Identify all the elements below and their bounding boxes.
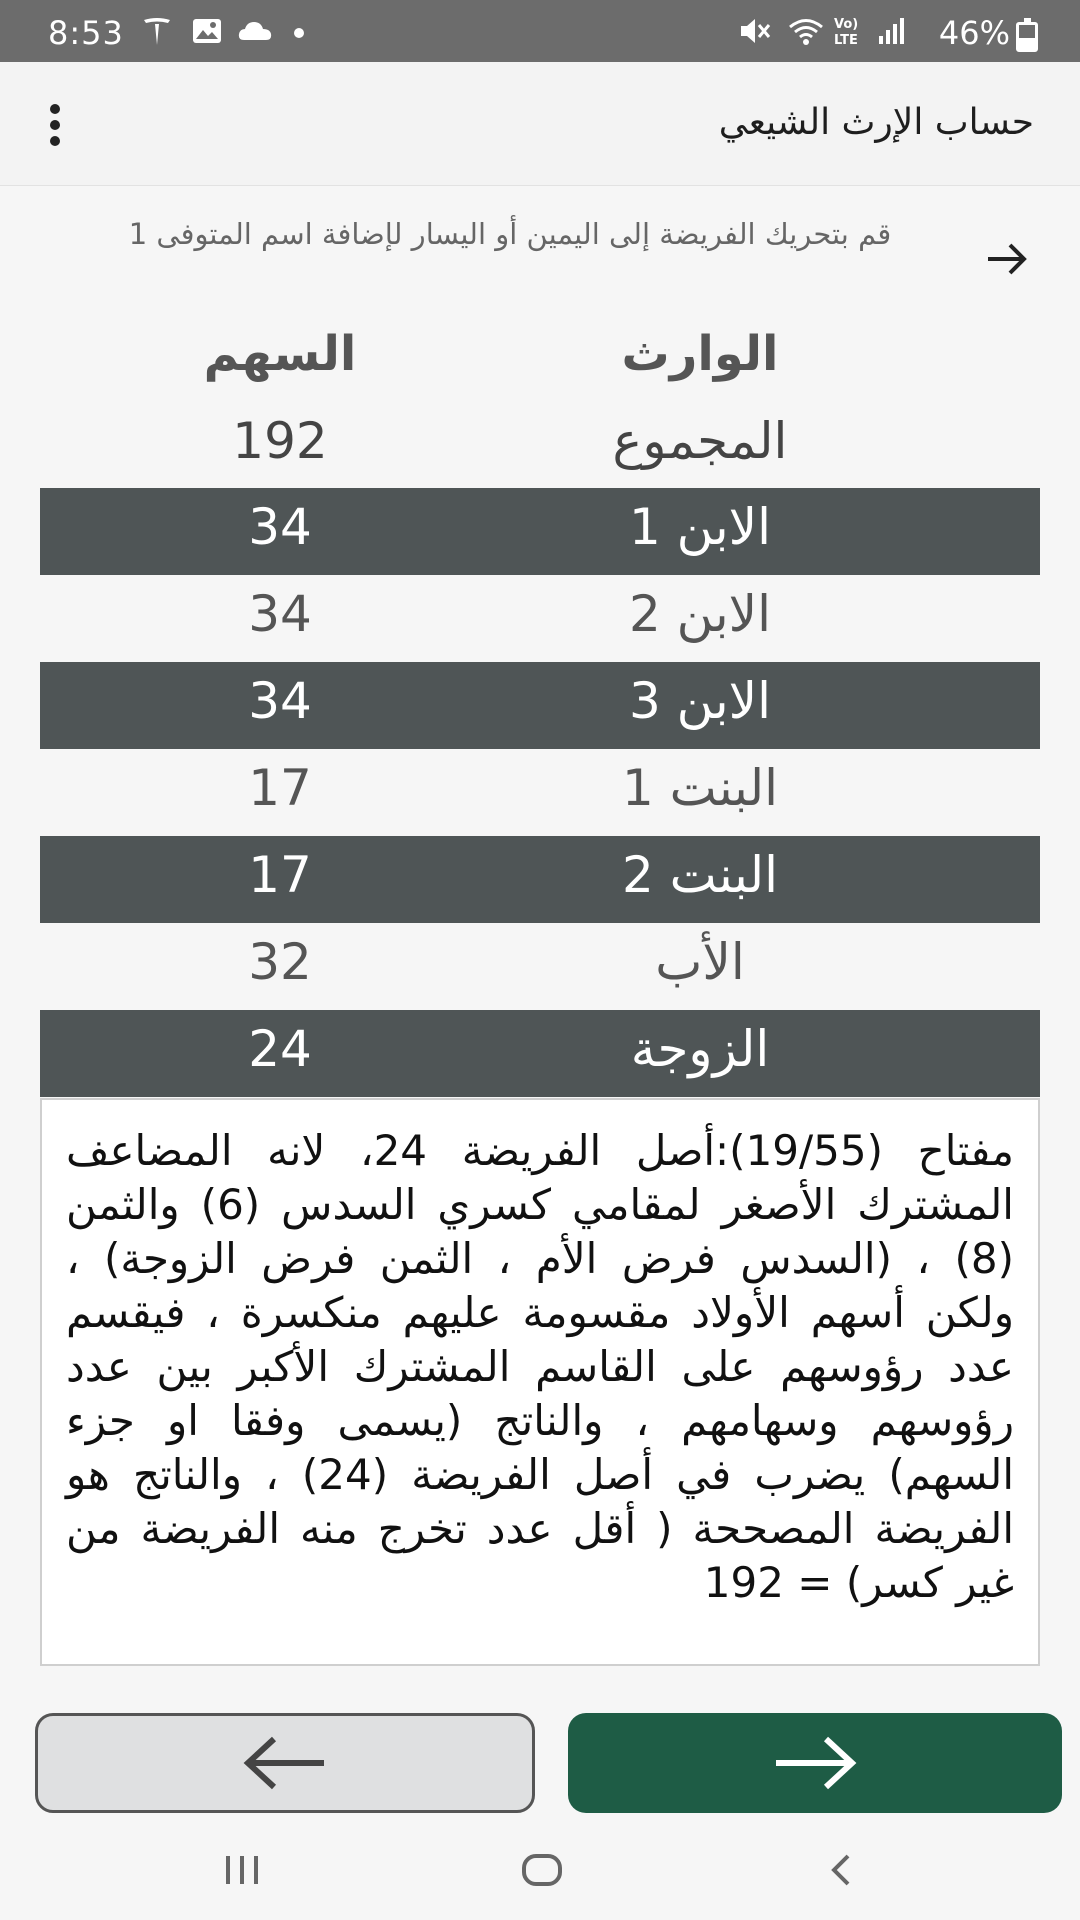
volte-icon: [832, 14, 870, 51]
total-value: 192: [232, 412, 328, 470]
dot-icon: [292, 14, 306, 56]
mute-icon: [736, 14, 772, 56]
tesla-icon: [140, 14, 174, 56]
explanation-text: مفتاح (19/55):أصل الفريضة 24، لانه المضاعف المشترك الأصغر لمقامي كسري السدس (6) والثمن (8) ، (السدس فرض الأم ، الثمن فرض الزوجة) ، ولكن أسهم الأولاد مقسومة عليهم منكسرة ، فيقسم عدد رؤوسهم على القاسم المشترك الأكبر بين عدد رؤوسهم وسهامهم ، والناتج (يسمى وفقا او جزء السهم) يضرب في أصل الفريضة (24) ، والناتج هو الفريضة المصححة ( أقل عدد تخرج منه الفريضة من غير كسر) = 192: [40, 1098, 1040, 1666]
heir-share: 34: [248, 498, 312, 556]
heir-name: الابن 2: [628, 585, 772, 643]
heir-share: 17: [248, 846, 312, 904]
heir-name: البنت 1: [621, 759, 779, 817]
heir-name: الأب: [655, 933, 745, 991]
svg-text:Vo): Vo): [834, 17, 859, 32]
table-row: [40, 923, 1040, 1010]
heir-share: 34: [248, 585, 312, 643]
heir-name: الابن 1: [628, 498, 772, 556]
svg-text:LTE: LTE: [834, 33, 858, 48]
app-title: حساب الإرث الشيعي: [718, 102, 1034, 143]
arrow-left-icon: [240, 1733, 330, 1793]
heir-column-header: الوارث: [621, 326, 779, 382]
wifi-icon: [786, 14, 826, 56]
table-row: [40, 836, 1040, 923]
heir-name: الزوجة: [630, 1020, 770, 1078]
table-row: [40, 575, 1040, 662]
heir-share: 24: [248, 1020, 312, 1078]
heir-share: 17: [248, 759, 312, 817]
table-header: [40, 322, 1040, 402]
arrow-right-icon: [770, 1733, 860, 1793]
previous-button[interactable]: [35, 1713, 535, 1813]
battery-percent: 46%: [938, 14, 1010, 52]
total-label: المجموع: [612, 412, 788, 470]
cloud-icon: [236, 14, 274, 56]
table-row: [40, 662, 1040, 749]
gallery-icon: [190, 14, 224, 56]
status-bar: [0, 0, 1080, 62]
battery-icon: [1016, 22, 1038, 52]
signal-icon: [876, 14, 910, 56]
table-row: [40, 1010, 1040, 1097]
recent-apps-icon[interactable]: [220, 1852, 264, 1892]
next-button[interactable]: [568, 1713, 1062, 1813]
arrow-right-icon[interactable]: [984, 236, 1030, 282]
heir-name: البنت 2: [621, 846, 779, 904]
status-time: 8:53: [48, 14, 124, 52]
system-nav-bar: [0, 1818, 1080, 1920]
heir-share: 32: [248, 933, 312, 991]
total-row: [40, 404, 1040, 484]
back-nav-icon[interactable]: [826, 1852, 856, 1892]
home-icon[interactable]: [520, 1852, 564, 1892]
table-row: [40, 488, 1040, 575]
more-vert-icon[interactable]: [40, 100, 70, 150]
share-column-header: السهم: [203, 326, 357, 382]
heir-share: 34: [248, 672, 312, 730]
heirs-table: [40, 488, 1040, 1097]
table-row: [40, 749, 1040, 836]
swipe-hint: قم بتحريك الفريضة إلى اليمين أو اليسار لإضافة اسم المتوفى 1: [128, 217, 892, 251]
app-bar: [0, 62, 1080, 186]
heir-name: الابن 3: [628, 672, 772, 730]
